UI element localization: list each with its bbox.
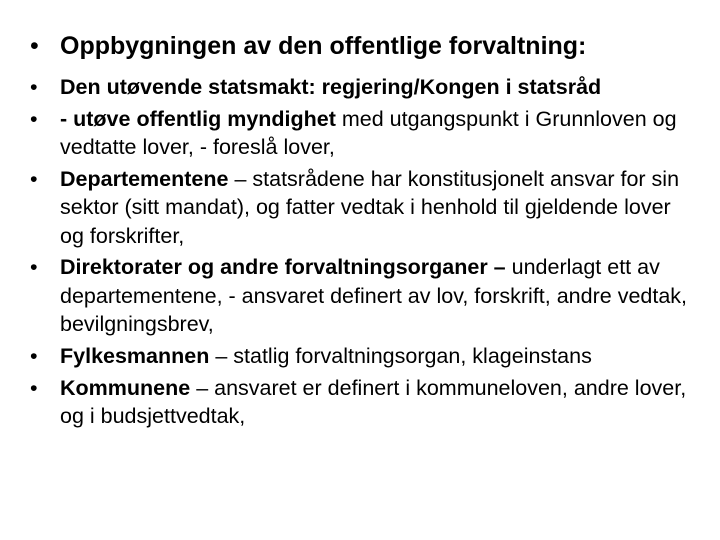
bullet-icon: •: [30, 75, 38, 99]
bullet-icon: •: [30, 255, 38, 280]
list-item-bold-text: - utøve offentlig myndighet: [60, 106, 336, 131]
bullet-icon: •: [30, 375, 38, 400]
list-item-ministries: [30, 165, 700, 250]
bullet-icon: •: [30, 343, 38, 368]
list-item-rest-text: – ansvaret er definert i kommuneloven, andre lover, og i budsjettvedtak,: [60, 375, 687, 428]
list-item-text: [60, 342, 700, 370]
bullet-icon: •: [30, 32, 39, 60]
heading-text: Oppbygningen av den offentlige forvaltning:: [60, 32, 587, 60]
list-item-rest-text: underlagt ett av departementene, - ansvaret definert av lov, forskrift, andre vedtak, bevilgningsbrev,: [60, 255, 688, 337]
list-item-text: [60, 105, 700, 162]
list-item-text: [60, 165, 700, 250]
list-item-text: [60, 253, 700, 338]
list-item-county-governor: [30, 342, 700, 370]
list-item-rest-text: med utgangspunkt i Grunnloven og vedtatte lover, - foreslå lover,: [60, 106, 677, 160]
list-item-bold-text: Direktorater og andre forvaltningsorganer –: [60, 255, 506, 280]
list-item-public-authority: [30, 105, 700, 162]
list-item-text: [60, 374, 700, 431]
list-item-text: [60, 73, 700, 101]
list-item-directorates: [30, 253, 700, 338]
list-item-executive-power: [30, 73, 700, 101]
list-item-rest-text: – statlig forvaltningsorgan, klageinstans: [209, 343, 592, 368]
slide-heading: [30, 30, 700, 62]
list-item-bold-text: Fylkesmannen: [60, 343, 210, 368]
list-item-bold-text: Den utøvende statsmakt: regjering/Kongen i statsråd: [60, 75, 602, 99]
bullet-list: [30, 73, 700, 434]
list-item-bold-text: Kommunene: [60, 375, 191, 400]
bullet-icon: •: [30, 166, 38, 191]
list-item-rest-text: – statsrådene har konstitusjonelt ansvar for sin sektor (sitt mandat), og fatter vedtak i henhold til gjeldende lover og forskrifter,: [60, 166, 680, 248]
list-item-bold-text: Departementene: [60, 166, 229, 191]
list-item-municipalities: [30, 374, 700, 431]
bullet-icon: •: [30, 106, 38, 131]
